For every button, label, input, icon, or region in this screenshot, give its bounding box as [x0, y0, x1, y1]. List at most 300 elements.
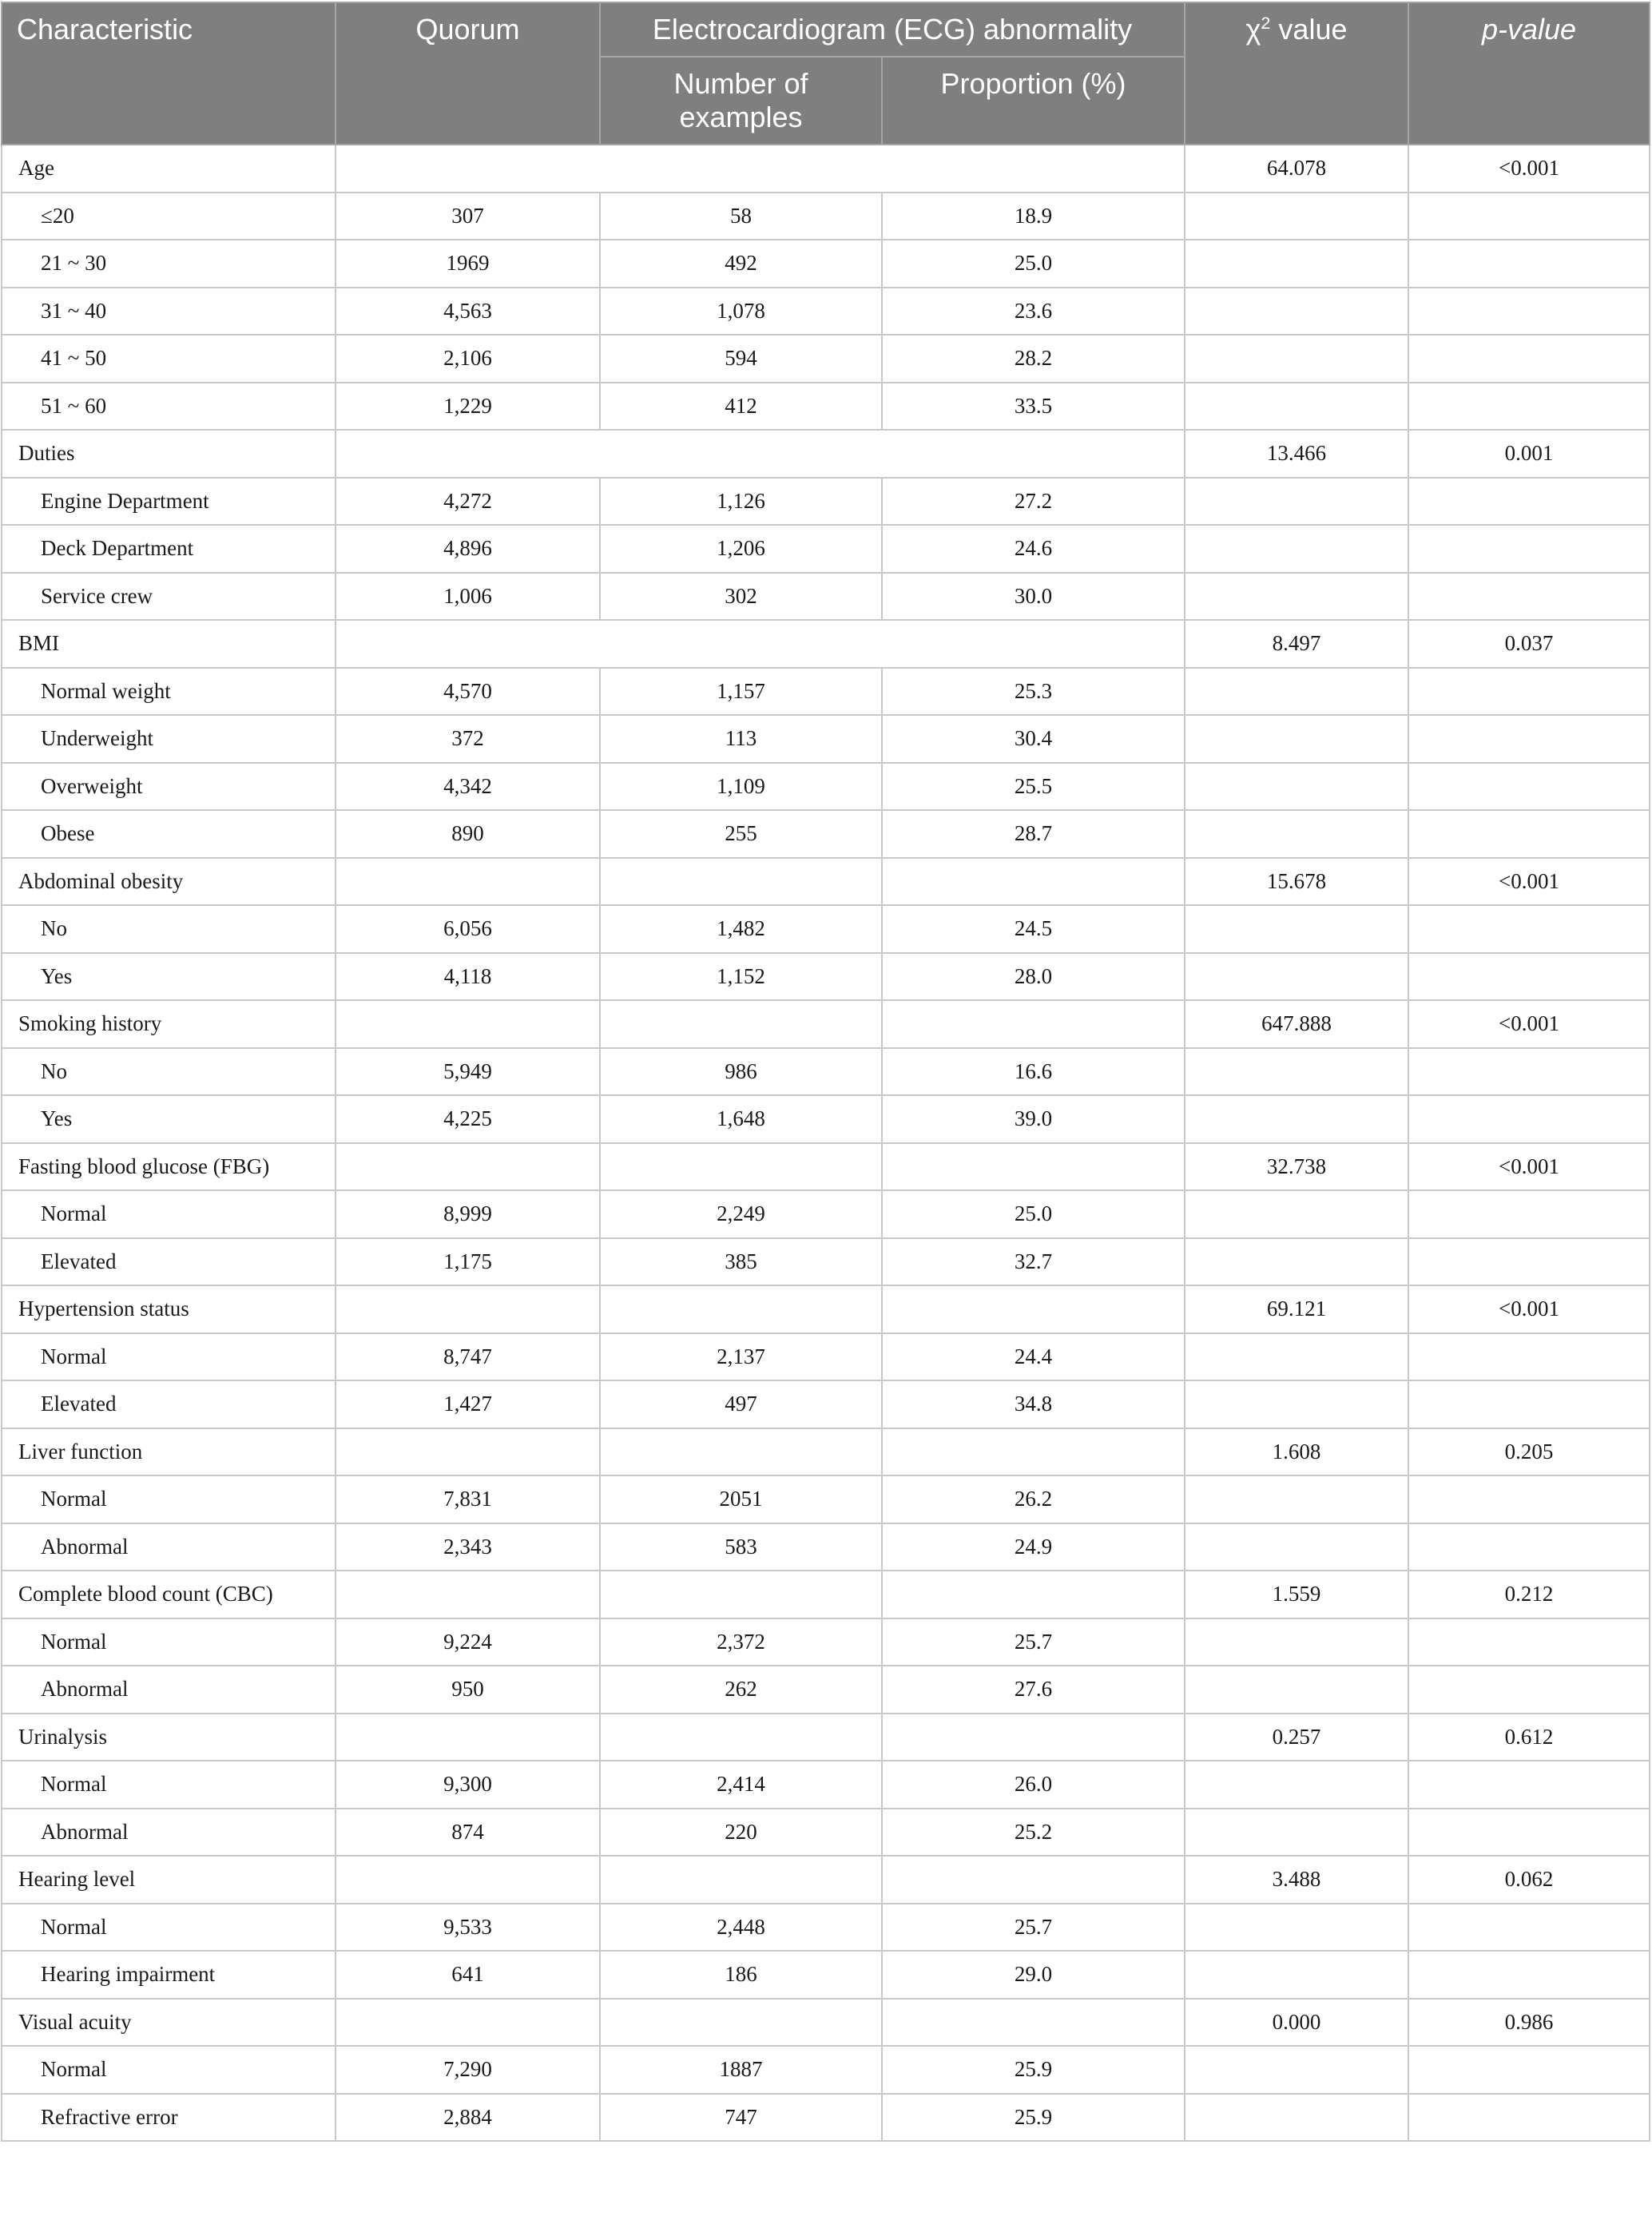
empty-cell [1408, 1048, 1650, 1096]
table-row [2, 1475, 1650, 1523]
chi-square-value: 64.078 [1185, 145, 1408, 193]
table-row [2, 1095, 1650, 1143]
empty-cell [600, 1999, 882, 2047]
empty-cell [1185, 1048, 1408, 1096]
empty-cell [1185, 288, 1408, 336]
empty-cell [1185, 1809, 1408, 1857]
chi-suffix: value [1270, 13, 1348, 46]
chi-square-value: 1.559 [1185, 1571, 1408, 1618]
empty-cell [882, 1143, 1185, 1191]
ecg-abnormality-table [1, 2, 1650, 2142]
number-of-examples-value: 1,482 [600, 905, 882, 953]
empty-cell [1408, 1190, 1650, 1238]
subgroup-label: Abnormal [2, 1523, 336, 1571]
quorum-value: 641 [336, 1951, 600, 1999]
proportion-value: 23.6 [882, 288, 1185, 336]
empty-cell [336, 620, 1185, 668]
empty-cell [600, 1714, 882, 1761]
proportion-value: 28.7 [882, 810, 1185, 858]
empty-cell [336, 1999, 600, 2047]
p-value: <0.001 [1408, 1143, 1650, 1191]
quorum-value: 4,570 [336, 668, 600, 716]
table-row [2, 1380, 1650, 1428]
p-value: <0.001 [1408, 1000, 1650, 1048]
table-row-group [2, 1428, 1650, 1476]
proportion-value: 27.2 [882, 478, 1185, 526]
empty-cell [1408, 1333, 1650, 1381]
empty-cell [1408, 383, 1650, 431]
empty-cell [600, 1571, 882, 1618]
empty-cell [336, 1285, 600, 1333]
number-of-examples-value: 58 [600, 193, 882, 240]
number-of-examples-value: 1,648 [600, 1095, 882, 1143]
number-of-examples-value: 186 [600, 1951, 882, 1999]
number-of-examples-value: 1,078 [600, 288, 882, 336]
chi-symbol: χ [1245, 13, 1261, 46]
number-of-examples-value: 583 [600, 1523, 882, 1571]
p-value: 0.037 [1408, 620, 1650, 668]
subgroup-label: Normal [2, 1761, 336, 1809]
group-label: Visual acuity [2, 1999, 336, 2047]
empty-cell [336, 430, 1185, 478]
chi-square-value: 1.608 [1185, 1428, 1408, 1476]
subgroup-label: Normal [2, 1904, 336, 1952]
chi-square-value: 0.257 [1185, 1714, 1408, 1761]
empty-cell [600, 858, 882, 906]
empty-cell [1408, 905, 1650, 953]
empty-cell [1408, 1380, 1650, 1428]
empty-cell [1185, 335, 1408, 383]
proportion-value: 16.6 [882, 1048, 1185, 1096]
p-value: 0.212 [1408, 1571, 1650, 1618]
empty-cell [336, 1428, 600, 1476]
table-row [2, 288, 1650, 336]
empty-cell [1408, 1666, 1650, 1714]
chi-square-value: 3.488 [1185, 1856, 1408, 1904]
table-row [2, 810, 1650, 858]
empty-cell [1408, 2094, 1650, 2142]
empty-cell [1408, 953, 1650, 1001]
subgroup-label: Abnormal [2, 1809, 336, 1857]
quorum-value: 874 [336, 1809, 600, 1857]
table-row [2, 2046, 1650, 2094]
quorum-value: 1,006 [336, 573, 600, 621]
p-value: 0.986 [1408, 1999, 1650, 2047]
group-label: Complete blood count (CBC) [2, 1571, 336, 1618]
number-of-examples-value: 412 [600, 383, 882, 431]
empty-cell [1185, 1904, 1408, 1952]
number-of-examples-value: 2,372 [600, 1618, 882, 1666]
number-of-examples-value: 1,157 [600, 668, 882, 716]
subgroup-label: 31 ~ 40 [2, 288, 336, 336]
table-row [2, 478, 1650, 526]
group-label: Liver function [2, 1428, 336, 1476]
empty-cell [336, 1856, 600, 1904]
number-of-examples-value: 1,152 [600, 953, 882, 1001]
table-row [2, 1333, 1650, 1381]
header-chi-square [1185, 2, 1408, 145]
table-row [2, 573, 1650, 621]
number-of-examples-value: 2,137 [600, 1333, 882, 1381]
empty-cell [1185, 668, 1408, 716]
empty-cell [1185, 1618, 1408, 1666]
empty-cell [600, 1000, 882, 1048]
proportion-value: 30.4 [882, 715, 1185, 763]
proportion-value: 33.5 [882, 383, 1185, 431]
table-row [2, 383, 1650, 431]
subgroup-label: Obese [2, 810, 336, 858]
empty-cell [1408, 668, 1650, 716]
empty-cell [882, 1571, 1185, 1618]
proportion-value: 25.7 [882, 1618, 1185, 1666]
table-row-group [2, 1571, 1650, 1618]
p-value: 0.205 [1408, 1428, 1650, 1476]
table-row [2, 1809, 1650, 1857]
empty-cell [1408, 1904, 1650, 1952]
quorum-value: 1969 [336, 240, 600, 288]
table-row [2, 335, 1650, 383]
subgroup-label: 41 ~ 50 [2, 335, 336, 383]
empty-cell [1185, 810, 1408, 858]
subgroup-label: Normal [2, 1618, 336, 1666]
proportion-value: 25.9 [882, 2046, 1185, 2094]
table-row [2, 1190, 1650, 1238]
subgroup-label: Normal [2, 1475, 336, 1523]
empty-cell [1185, 383, 1408, 431]
number-of-examples-value: 2,414 [600, 1761, 882, 1809]
table-row [2, 953, 1650, 1001]
quorum-value: 9,224 [336, 1618, 600, 1666]
proportion-value: 25.5 [882, 763, 1185, 811]
number-of-examples-value: 2,448 [600, 1904, 882, 1952]
empty-cell [1408, 478, 1650, 526]
quorum-value: 4,272 [336, 478, 600, 526]
table-row [2, 1618, 1650, 1666]
empty-cell [1185, 715, 1408, 763]
table-row-group [2, 858, 1650, 906]
empty-cell [1185, 525, 1408, 573]
empty-cell [1185, 763, 1408, 811]
header-characteristic: Characteristic [2, 2, 336, 145]
empty-cell [1408, 2046, 1650, 2094]
table-row [2, 763, 1650, 811]
empty-cell [1408, 335, 1650, 383]
proportion-value: 24.9 [882, 1523, 1185, 1571]
number-of-examples-value: 113 [600, 715, 882, 763]
number-of-examples-value: 1887 [600, 2046, 882, 2094]
p-value: <0.001 [1408, 145, 1650, 193]
group-label: Duties [2, 430, 336, 478]
empty-cell [1408, 240, 1650, 288]
proportion-value: 32.7 [882, 1238, 1185, 1286]
empty-cell [1408, 1618, 1650, 1666]
proportion-value: 27.6 [882, 1666, 1185, 1714]
subgroup-label: Normal [2, 1333, 336, 1381]
number-of-examples-value: 1,206 [600, 525, 882, 573]
subgroup-label: No [2, 905, 336, 953]
quorum-value: 2,106 [336, 335, 600, 383]
p-value: 0.062 [1408, 1856, 1650, 1904]
group-label: Fasting blood glucose (FBG) [2, 1143, 336, 1191]
subgroup-label: 21 ~ 30 [2, 240, 336, 288]
empty-cell [1408, 1761, 1650, 1809]
empty-cell [1185, 1380, 1408, 1428]
empty-cell [1408, 715, 1650, 763]
empty-cell [1185, 905, 1408, 953]
group-label: Hypertension status [2, 1285, 336, 1333]
subgroup-label: Refractive error [2, 2094, 336, 2142]
subgroup-label: Deck Department [2, 525, 336, 573]
empty-cell [1185, 478, 1408, 526]
empty-cell [882, 1428, 1185, 1476]
subgroup-label: Yes [2, 953, 336, 1001]
empty-cell [1185, 193, 1408, 240]
header-proportion: Proportion (%) [882, 57, 1185, 145]
group-label: Urinalysis [2, 1714, 336, 1761]
quorum-value: 4,225 [336, 1095, 600, 1143]
proportion-value: 30.0 [882, 573, 1185, 621]
table-row [2, 1523, 1650, 1571]
table-row-group [2, 1856, 1650, 1904]
empty-cell [1185, 2094, 1408, 2142]
empty-cell [336, 1000, 600, 1048]
empty-cell [1408, 573, 1650, 621]
empty-cell [1408, 763, 1650, 811]
subgroup-label: ≤20 [2, 193, 336, 240]
empty-cell [336, 1714, 600, 1761]
subgroup-label: Hearing impairment [2, 1951, 336, 1999]
quorum-value: 9,533 [336, 1904, 600, 1952]
number-of-examples-value: 255 [600, 810, 882, 858]
empty-cell [1185, 1666, 1408, 1714]
subgroup-label: Elevated [2, 1238, 336, 1286]
chi-square-value: 8.497 [1185, 620, 1408, 668]
number-of-examples-value: 747 [600, 2094, 882, 2142]
table-row [2, 1048, 1650, 1096]
quorum-value: 4,118 [336, 953, 600, 1001]
subgroup-label: Overweight [2, 763, 336, 811]
empty-cell [1408, 193, 1650, 240]
number-of-examples-value: 497 [600, 1380, 882, 1428]
empty-cell [1185, 953, 1408, 1001]
group-label: BMI [2, 620, 336, 668]
table-row [2, 1666, 1650, 1714]
quorum-value: 307 [336, 193, 600, 240]
empty-cell [882, 1000, 1185, 1048]
table-row-group [2, 620, 1650, 668]
number-of-examples-value: 1,126 [600, 478, 882, 526]
empty-cell [1408, 1523, 1650, 1571]
empty-cell [882, 858, 1185, 906]
empty-cell [336, 1571, 600, 1618]
chi-square-value: 32.738 [1185, 1143, 1408, 1191]
p-value: <0.001 [1408, 858, 1650, 906]
proportion-value: 28.2 [882, 335, 1185, 383]
proportion-value: 24.6 [882, 525, 1185, 573]
proportion-value: 25.0 [882, 240, 1185, 288]
number-of-examples-value: 1,109 [600, 763, 882, 811]
quorum-value: 950 [336, 1666, 600, 1714]
subgroup-label: Service crew [2, 573, 336, 621]
group-label: Age [2, 145, 336, 193]
empty-cell [1408, 1809, 1650, 1857]
empty-cell [1185, 240, 1408, 288]
chi-square-value: 69.121 [1185, 1285, 1408, 1333]
proportion-value: 26.0 [882, 1761, 1185, 1809]
empty-cell [1185, 1475, 1408, 1523]
subgroup-label: Underweight [2, 715, 336, 763]
empty-cell [882, 1714, 1185, 1761]
header-quorum: Quorum [336, 2, 600, 145]
quorum-value: 2,884 [336, 2094, 600, 2142]
empty-cell [1408, 288, 1650, 336]
quorum-value: 1,175 [336, 1238, 600, 1286]
subgroup-label: Normal [2, 2046, 336, 2094]
quorum-value: 5,949 [336, 1048, 600, 1096]
empty-cell [600, 1285, 882, 1333]
subgroup-label: Abnormal [2, 1666, 336, 1714]
table-row [2, 240, 1650, 288]
p-value: 0.612 [1408, 1714, 1650, 1761]
group-label: Abdominal obesity [2, 858, 336, 906]
empty-cell [1408, 1238, 1650, 1286]
quorum-value: 1,427 [336, 1380, 600, 1428]
quorum-value: 8,747 [336, 1333, 600, 1381]
table-header [2, 2, 1650, 145]
number-of-examples-value: 262 [600, 1666, 882, 1714]
empty-cell [1185, 573, 1408, 621]
quorum-value: 372 [336, 715, 600, 763]
empty-cell [1185, 1333, 1408, 1381]
chi-square-value: 15.678 [1185, 858, 1408, 906]
p-value: 0.001 [1408, 430, 1650, 478]
table-row-group [2, 430, 1650, 478]
quorum-value: 1,229 [336, 383, 600, 431]
empty-cell [1185, 2046, 1408, 2094]
quorum-value: 2,343 [336, 1523, 600, 1571]
quorum-value: 890 [336, 810, 600, 858]
chi-square-value: 13.466 [1185, 430, 1408, 478]
empty-cell [336, 145, 1185, 193]
empty-cell [336, 858, 600, 906]
header-ecg-abnormality: Electrocardiogram (ECG) abnormality [600, 2, 1185, 57]
number-of-examples-value: 220 [600, 1809, 882, 1857]
proportion-value: 25.3 [882, 668, 1185, 716]
empty-cell [882, 1999, 1185, 2047]
number-of-examples-value: 986 [600, 1048, 882, 1096]
table-row-group [2, 1143, 1650, 1191]
table-row [2, 715, 1650, 763]
header-p-value: p-value [1408, 2, 1650, 145]
proportion-value: 34.8 [882, 1380, 1185, 1428]
empty-cell [600, 1428, 882, 1476]
empty-cell [1185, 1190, 1408, 1238]
empty-cell [1408, 810, 1650, 858]
table-row [2, 1238, 1650, 1286]
table-row-group [2, 1000, 1650, 1048]
subgroup-label: No [2, 1048, 336, 1096]
empty-cell [1185, 1095, 1408, 1143]
number-of-examples-value: 385 [600, 1238, 882, 1286]
table-row [2, 905, 1650, 953]
proportion-value: 26.2 [882, 1475, 1185, 1523]
empty-cell [1185, 1238, 1408, 1286]
empty-cell [1408, 525, 1650, 573]
chi-superscript: 2 [1261, 13, 1271, 33]
table-body [2, 145, 1650, 2141]
table-row [2, 193, 1650, 240]
proportion-value: 28.0 [882, 953, 1185, 1001]
empty-cell [1408, 1951, 1650, 1999]
quorum-value: 7,831 [336, 1475, 600, 1523]
subgroup-label: Normal [2, 1190, 336, 1238]
p-value: <0.001 [1408, 1285, 1650, 1333]
subgroup-label: Elevated [2, 1380, 336, 1428]
proportion-value: 25.7 [882, 1904, 1185, 1952]
table-row [2, 2094, 1650, 2142]
quorum-value: 6,056 [336, 905, 600, 953]
quorum-value: 7,290 [336, 2046, 600, 2094]
number-of-examples-value: 2,249 [600, 1190, 882, 1238]
table-row-group [2, 1285, 1650, 1333]
empty-cell [1408, 1475, 1650, 1523]
subgroup-label: Normal weight [2, 668, 336, 716]
empty-cell [1185, 1523, 1408, 1571]
table-row [2, 1951, 1650, 1999]
empty-cell [1185, 1951, 1408, 1999]
subgroup-label: 51 ~ 60 [2, 383, 336, 431]
chi-square-value: 647.888 [1185, 1000, 1408, 1048]
table-row [2, 525, 1650, 573]
quorum-value: 9,300 [336, 1761, 600, 1809]
table-row-group [2, 145, 1650, 193]
subgroup-label: Engine Department [2, 478, 336, 526]
table-row-group [2, 1714, 1650, 1761]
empty-cell [1408, 1095, 1650, 1143]
number-of-examples-value: 302 [600, 573, 882, 621]
subgroup-label: Yes [2, 1095, 336, 1143]
group-label: Hearing level [2, 1856, 336, 1904]
proportion-value: 25.0 [882, 1190, 1185, 1238]
empty-cell [600, 1856, 882, 1904]
table-row-group [2, 1999, 1650, 2047]
quorum-value: 8,999 [336, 1190, 600, 1238]
number-of-examples-value: 492 [600, 240, 882, 288]
table-row [2, 1761, 1650, 1809]
number-of-examples-value: 2051 [600, 1475, 882, 1523]
empty-cell [1185, 1761, 1408, 1809]
proportion-value: 18.9 [882, 193, 1185, 240]
empty-cell [882, 1856, 1185, 1904]
proportion-value: 24.4 [882, 1333, 1185, 1381]
header-number-of-examples: Number of examples [600, 57, 882, 145]
proportion-value: 29.0 [882, 1951, 1185, 1999]
table-row [2, 668, 1650, 716]
empty-cell [336, 1143, 600, 1191]
chi-square-value: 0.000 [1185, 1999, 1408, 2047]
empty-cell [600, 1143, 882, 1191]
number-of-examples-value: 594 [600, 335, 882, 383]
proportion-value: 39.0 [882, 1095, 1185, 1143]
proportion-value: 25.9 [882, 2094, 1185, 2142]
proportion-value: 24.5 [882, 905, 1185, 953]
quorum-value: 4,563 [336, 288, 600, 336]
quorum-value: 4,342 [336, 763, 600, 811]
proportion-value: 25.2 [882, 1809, 1185, 1857]
table-row [2, 1904, 1650, 1952]
group-label: Smoking history [2, 1000, 336, 1048]
quorum-value: 4,896 [336, 525, 600, 573]
